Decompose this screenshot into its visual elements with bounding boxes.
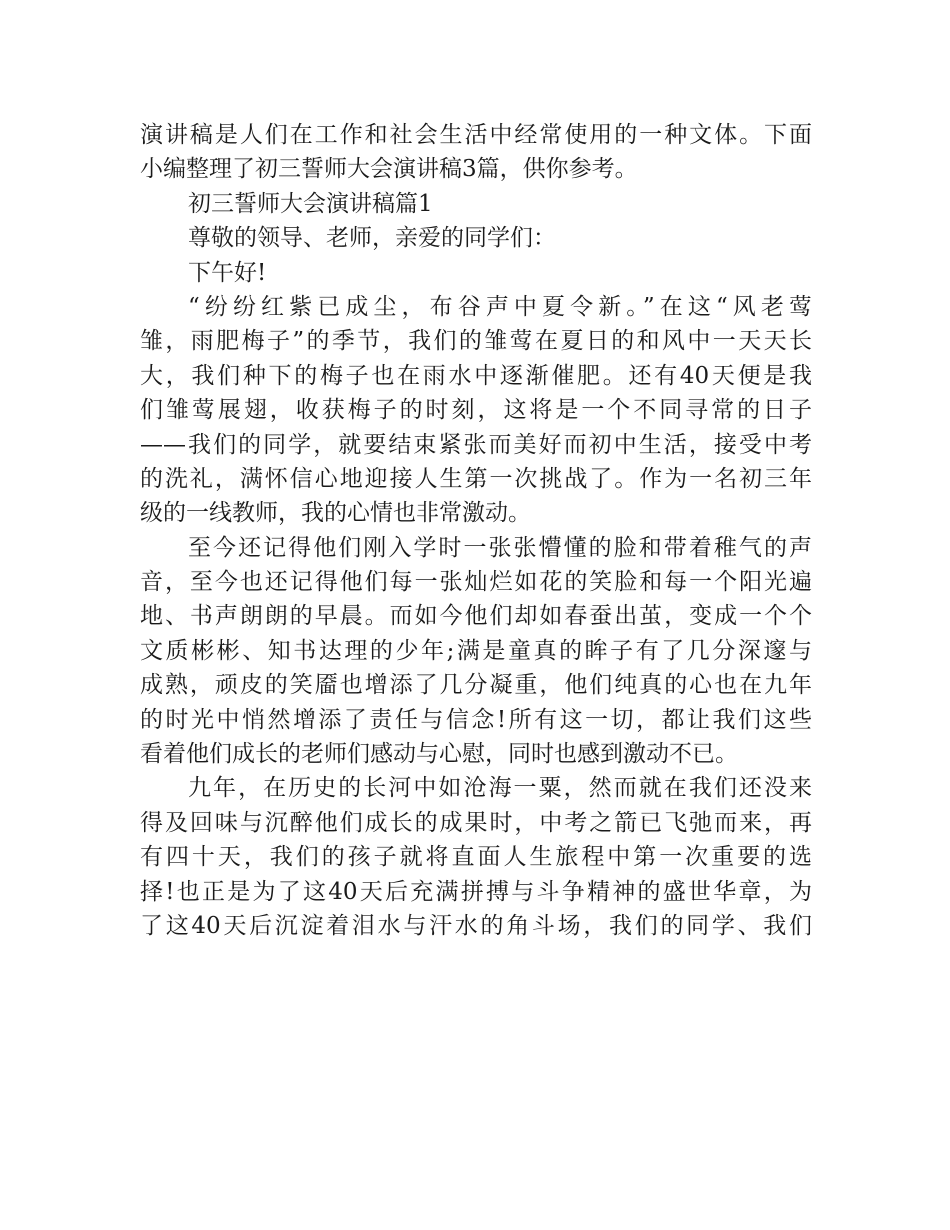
text-line: 文质彬彬、知书达理的少年;满是童真的眸子有了几分深邃与 [140, 637, 812, 664]
text-line: 演讲稿是人们在工作和社会生活中经常使用的一种文体。下面 [140, 122, 812, 148]
text-line: 看着他们成长的老师们感动与心慰，同时也感到激动不已。 [140, 741, 738, 768]
text-line: 九年，在历史的长河中如沧海一粟，然而就在我们还没来 [188, 775, 812, 802]
text-line: 的时光中悄然增添了责任与信念!所有这一切，都让我们这些 [140, 706, 812, 733]
text-line: 得及回味与沉醉他们成长的成果时，中考之箭已飞弛而来，再 [140, 809, 812, 836]
text-line: 音，至今也还记得他们每一张灿烂如花的笑脸和每一个阳光遍 [140, 569, 812, 596]
text-line: 地、书声朗朗的早晨。而如今他们却如春蚕出茧，变成一个个 [140, 603, 812, 630]
text-line: 的洗礼，满怀信心地迎接人生第一次挑战了。作为一名初三年 [140, 465, 812, 492]
text-line: 尊敬的领导、老师，亲爱的同学们： [188, 225, 556, 252]
text-line: 有四十天，我们的孩子就将直面人生旅程中第一次重要的选 [140, 844, 812, 871]
text-line: “纷纷红紫已成尘，布谷声中夏令新。”在这“风老莺 [188, 293, 812, 320]
text-line: 下午好! [188, 259, 267, 286]
text-line: 小编整理了初三誓师大会演讲稿3篇，供你参考。 [140, 156, 638, 183]
text-line: ——我们的同学，就要结束紧张而美好而初中生活，接受中考 [140, 431, 812, 458]
text-line: 大，我们种下的梅子也在雨水中逐渐催肥。还有40天便是我 [140, 362, 812, 389]
text-line: 们雏莺展翅，收获梅子的时刻，这将是一个不同寻常的日子 [140, 397, 812, 424]
text-line: 至今还记得他们刚入学时一张张懵懂的脸和带着稚气的声 [188, 534, 812, 561]
text-line: 了这40天后沉淀着泪水与汗水的角斗场，我们的同学、我们 [140, 912, 812, 939]
text-line: 初三誓师大会演讲稿篇1 [188, 190, 433, 217]
text-line: 成熟，顽皮的笑靥也增添了几分凝重，他们纯真的心也在九年 [140, 672, 812, 699]
text-line: 级的一线教师，我的心情也非常激动。 [140, 500, 531, 527]
text-line: 择!也正是为了这40天后充满拼搏与斗争精神的盛世华章，为 [140, 878, 812, 905]
text-line: 雏，雨肥梅子”的季节，我们的雏莺在夏日的和风中一天天长 [140, 328, 812, 355]
document-page [140, 118, 812, 943]
